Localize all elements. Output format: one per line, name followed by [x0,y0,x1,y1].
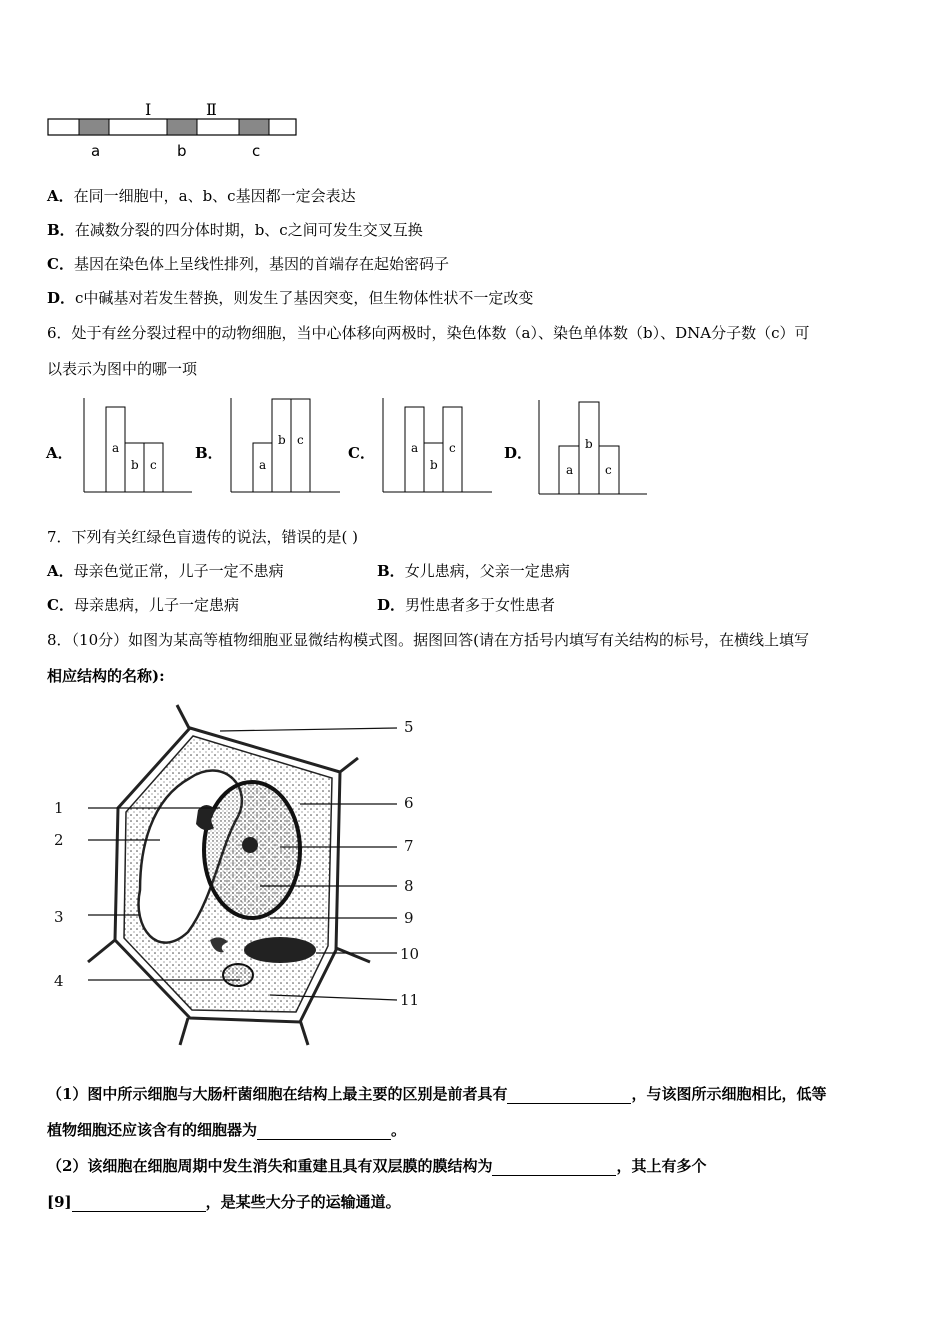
cell-label-6: 6 [404,794,414,812]
q5-option-b: B．在减数分裂的四分体时期，b、c之间可发生交叉互换 [47,221,423,239]
cell-label-2: 2 [54,831,64,849]
gene-label-b: b [177,142,187,160]
q7-option-b: B．女儿患病，父亲一定患病 [377,562,570,580]
chart-b-label-a: a [259,458,267,472]
q6-option-d-label: D． [504,444,533,462]
region-label-2: Ⅱ [206,100,217,119]
q8-sub2-line2: [9] ，是某些大分子的运输通道。 [47,1193,401,1211]
q8-sub2-line1: （2）该细胞在细胞周期中发生消失和重建且具有双层膜的膜结构为 ，其上有多个 [47,1157,707,1175]
q5-option-d: D．c中碱基对若发生替换，则发生了基因突变，但生物体性状不一定改变 [47,289,534,307]
q6-option-a-label: A． [46,444,73,462]
chart-d-label-c: c [605,463,612,477]
gene-a-segment [79,119,109,135]
q7-stem: 7．下列有关红绿色盲遗传的说法，错误的是( ) [47,528,359,546]
region-label-1: Ⅰ [145,100,152,119]
q7-option-a: A．母亲色觉正常，儿子一定不患病 [47,562,284,580]
cell-label-8: 8 [404,877,414,895]
plant-cell-diagram [40,700,440,1060]
q6-option-c-label: C． [348,444,375,462]
q8-stem-line1: 8．（10分）如图为某高等植物细胞亚显微结构模式图。据图回答(请在方括号内填写有关结构的标号，在横线上填写 [47,631,809,649]
cell-label-7: 7 [404,837,414,855]
q5-option-a: A．在同一细胞中，a、b、c基因都一定会表达 [47,187,356,205]
chart-a-label-c: c [150,458,157,472]
answer-blank-4[interactable] [72,1195,206,1212]
cell-label-1: 1 [54,799,64,817]
q6-bar-charts [40,392,680,502]
chart-c-label-a: a [411,441,419,455]
gene-label-c: c [252,142,261,160]
chart-d-label-a: a [566,463,574,477]
gene-b-segment [167,119,197,135]
q6-stem-line1: 6．处于有丝分裂过程中的动物细胞，当中心体移向两极时，染色体数（a）、染色单体数（b）、DNA分子数（c）可 [47,324,810,342]
answer-blank-1[interactable] [507,1087,631,1104]
cell-label-9: 9 [404,909,414,927]
chart-b-label-c: c [297,433,304,447]
q8-stem-line2: 相应结构的名称): [47,667,165,685]
chart-c-label-b: b [430,458,438,472]
chart-b-label-b: b [278,433,286,447]
chart-a-label-a: a [112,441,120,455]
q7-option-d: D．男性患者多于女性患者 [377,596,556,614]
answer-blank-3[interactable] [492,1159,616,1176]
chart-d-label-b: b [585,437,593,451]
q7-option-c: C．母亲患病，儿子一定患病 [47,596,239,614]
nucleolus [242,837,258,853]
cell-label-5: 5 [404,718,414,736]
answer-blank-2[interactable] [257,1123,391,1140]
chromosome-gene-figure [47,95,307,165]
q6-stem-line2: 以表示为图中的哪一项 [47,360,198,378]
cell-label-4: 4 [54,972,64,990]
q6-option-b-label: B． [195,444,223,462]
gene-c-segment [239,119,269,135]
cell-label-3: 3 [54,908,64,926]
q8-sub1-line1: （1）图中所示细胞与大肠杆菌细胞在结构上最主要的区别是前者具有 ，与该图所示细胞相比，低等 [47,1085,827,1103]
gene-label-a: a [91,142,101,160]
chart-a-label-b: b [131,458,139,472]
q5-option-c: C．基因在染色体上呈线性排列，基因的首端存在起始密码子 [47,255,449,273]
chloroplast [244,937,316,963]
cell-label-11: 11 [400,991,420,1009]
q8-sub1-line2: 植物细胞还应该含有的细胞器为 。 [47,1121,407,1139]
mitochondrion [223,964,253,986]
cell-label-10: 10 [400,945,420,963]
chart-c-label-c: c [449,441,456,455]
